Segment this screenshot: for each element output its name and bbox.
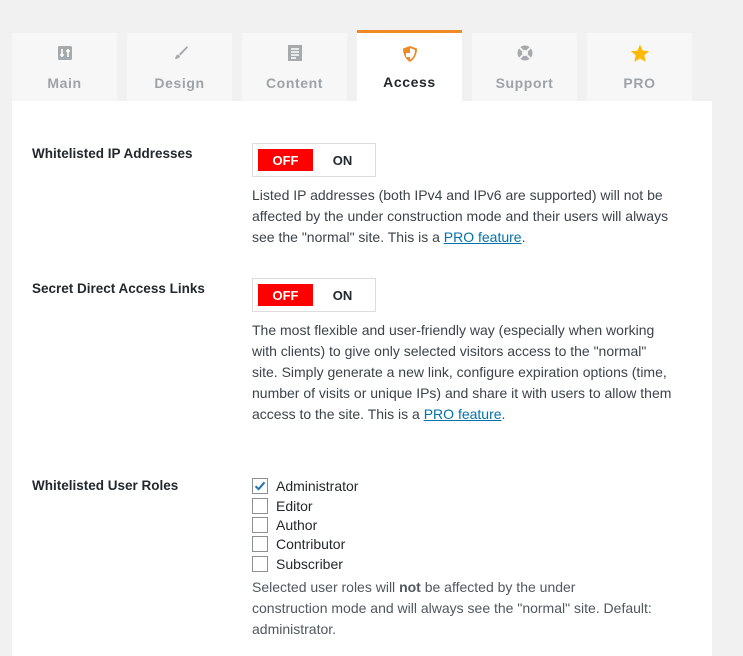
lifebuoy-icon [472,43,577,63]
secret-links-label: Secret Direct Access Links [32,281,205,296]
role-administrator[interactable] [252,476,358,496]
pro-feature-link[interactable]: PRO feature [423,406,502,422]
help-bold-text: not [399,579,421,595]
whitelisted-ips-toggle[interactable] [252,143,376,177]
paintbrush-icon [127,43,232,63]
tab-design[interactable] [127,33,232,101]
toggle-on-option[interactable]: ON [332,287,353,303]
whitelisted-ips-description [252,185,672,248]
role-label: Administrator [276,478,359,494]
role-editor[interactable] [252,496,313,516]
role-subscriber[interactable] [252,554,343,574]
secret-links-description [252,320,672,425]
shield-icon [357,44,462,64]
secret-links-toggle[interactable] [252,278,376,312]
contributor-checkbox[interactable] [252,536,268,552]
subscriber-checkbox[interactable] [252,556,268,572]
tab-content-label: Content [265,75,324,91]
role-label: Subscriber [276,556,343,572]
access-settings-panel [12,101,712,656]
pro-feature-link[interactable]: PRO feature [443,229,522,245]
description-text: The most flexible and user-friendly way (especially when working with clients) to give only selected visitors access to the "normal" site. Simply generate a new link, configure expiration options (time, number of visits or unique IPs) and share it with users to allow them access to the site. This is a [252,322,672,422]
role-label: Author [276,517,318,533]
sliders-icon [12,43,117,63]
document-icon [242,43,347,63]
role-label: Contributor [276,536,346,552]
tab-main-label: Main [47,75,82,91]
toggle-off-option[interactable]: OFF [258,284,313,306]
role-author[interactable] [252,515,317,535]
description-text: Listed IP addresses (both IPv4 and IPv6 are supported) will not be affected by the under construction mode and their users will always see the "normal" site. This is a [252,187,669,245]
role-label: Editor [276,498,313,514]
checkmark-icon [253,479,267,493]
star-icon [587,43,692,63]
editor-checkbox[interactable] [252,498,268,514]
tab-support[interactable] [472,33,577,101]
description-end: . [521,229,526,245]
tab-design-label: Design [154,75,205,91]
toggle-on-option[interactable]: ON [332,152,353,168]
settings-tabs [12,30,702,101]
whitelisted-ips-label: Whitelisted IP Addresses [32,146,193,161]
tab-main[interactable] [12,33,117,101]
tab-content[interactable] [242,33,347,101]
role-contributor[interactable] [252,534,345,554]
tab-support-label: Support [495,75,554,91]
author-checkbox[interactable] [252,517,268,533]
user-roles-help [252,577,652,640]
tab-access[interactable] [357,30,462,101]
help-text: Selected user roles will [252,579,400,595]
help-text-end: be affected by the under construction mode and will always see the "normal" site. Default: administrator. [252,579,652,637]
tab-pro[interactable] [587,33,692,101]
toggle-off-option[interactable]: OFF [258,149,313,171]
user-roles-label: Whitelisted User Roles [32,478,179,493]
tab-pro-label: PRO [623,75,656,91]
tab-access-label: Access [383,74,436,90]
description-end: . [501,406,506,422]
administrator-checkbox[interactable] [252,478,268,494]
